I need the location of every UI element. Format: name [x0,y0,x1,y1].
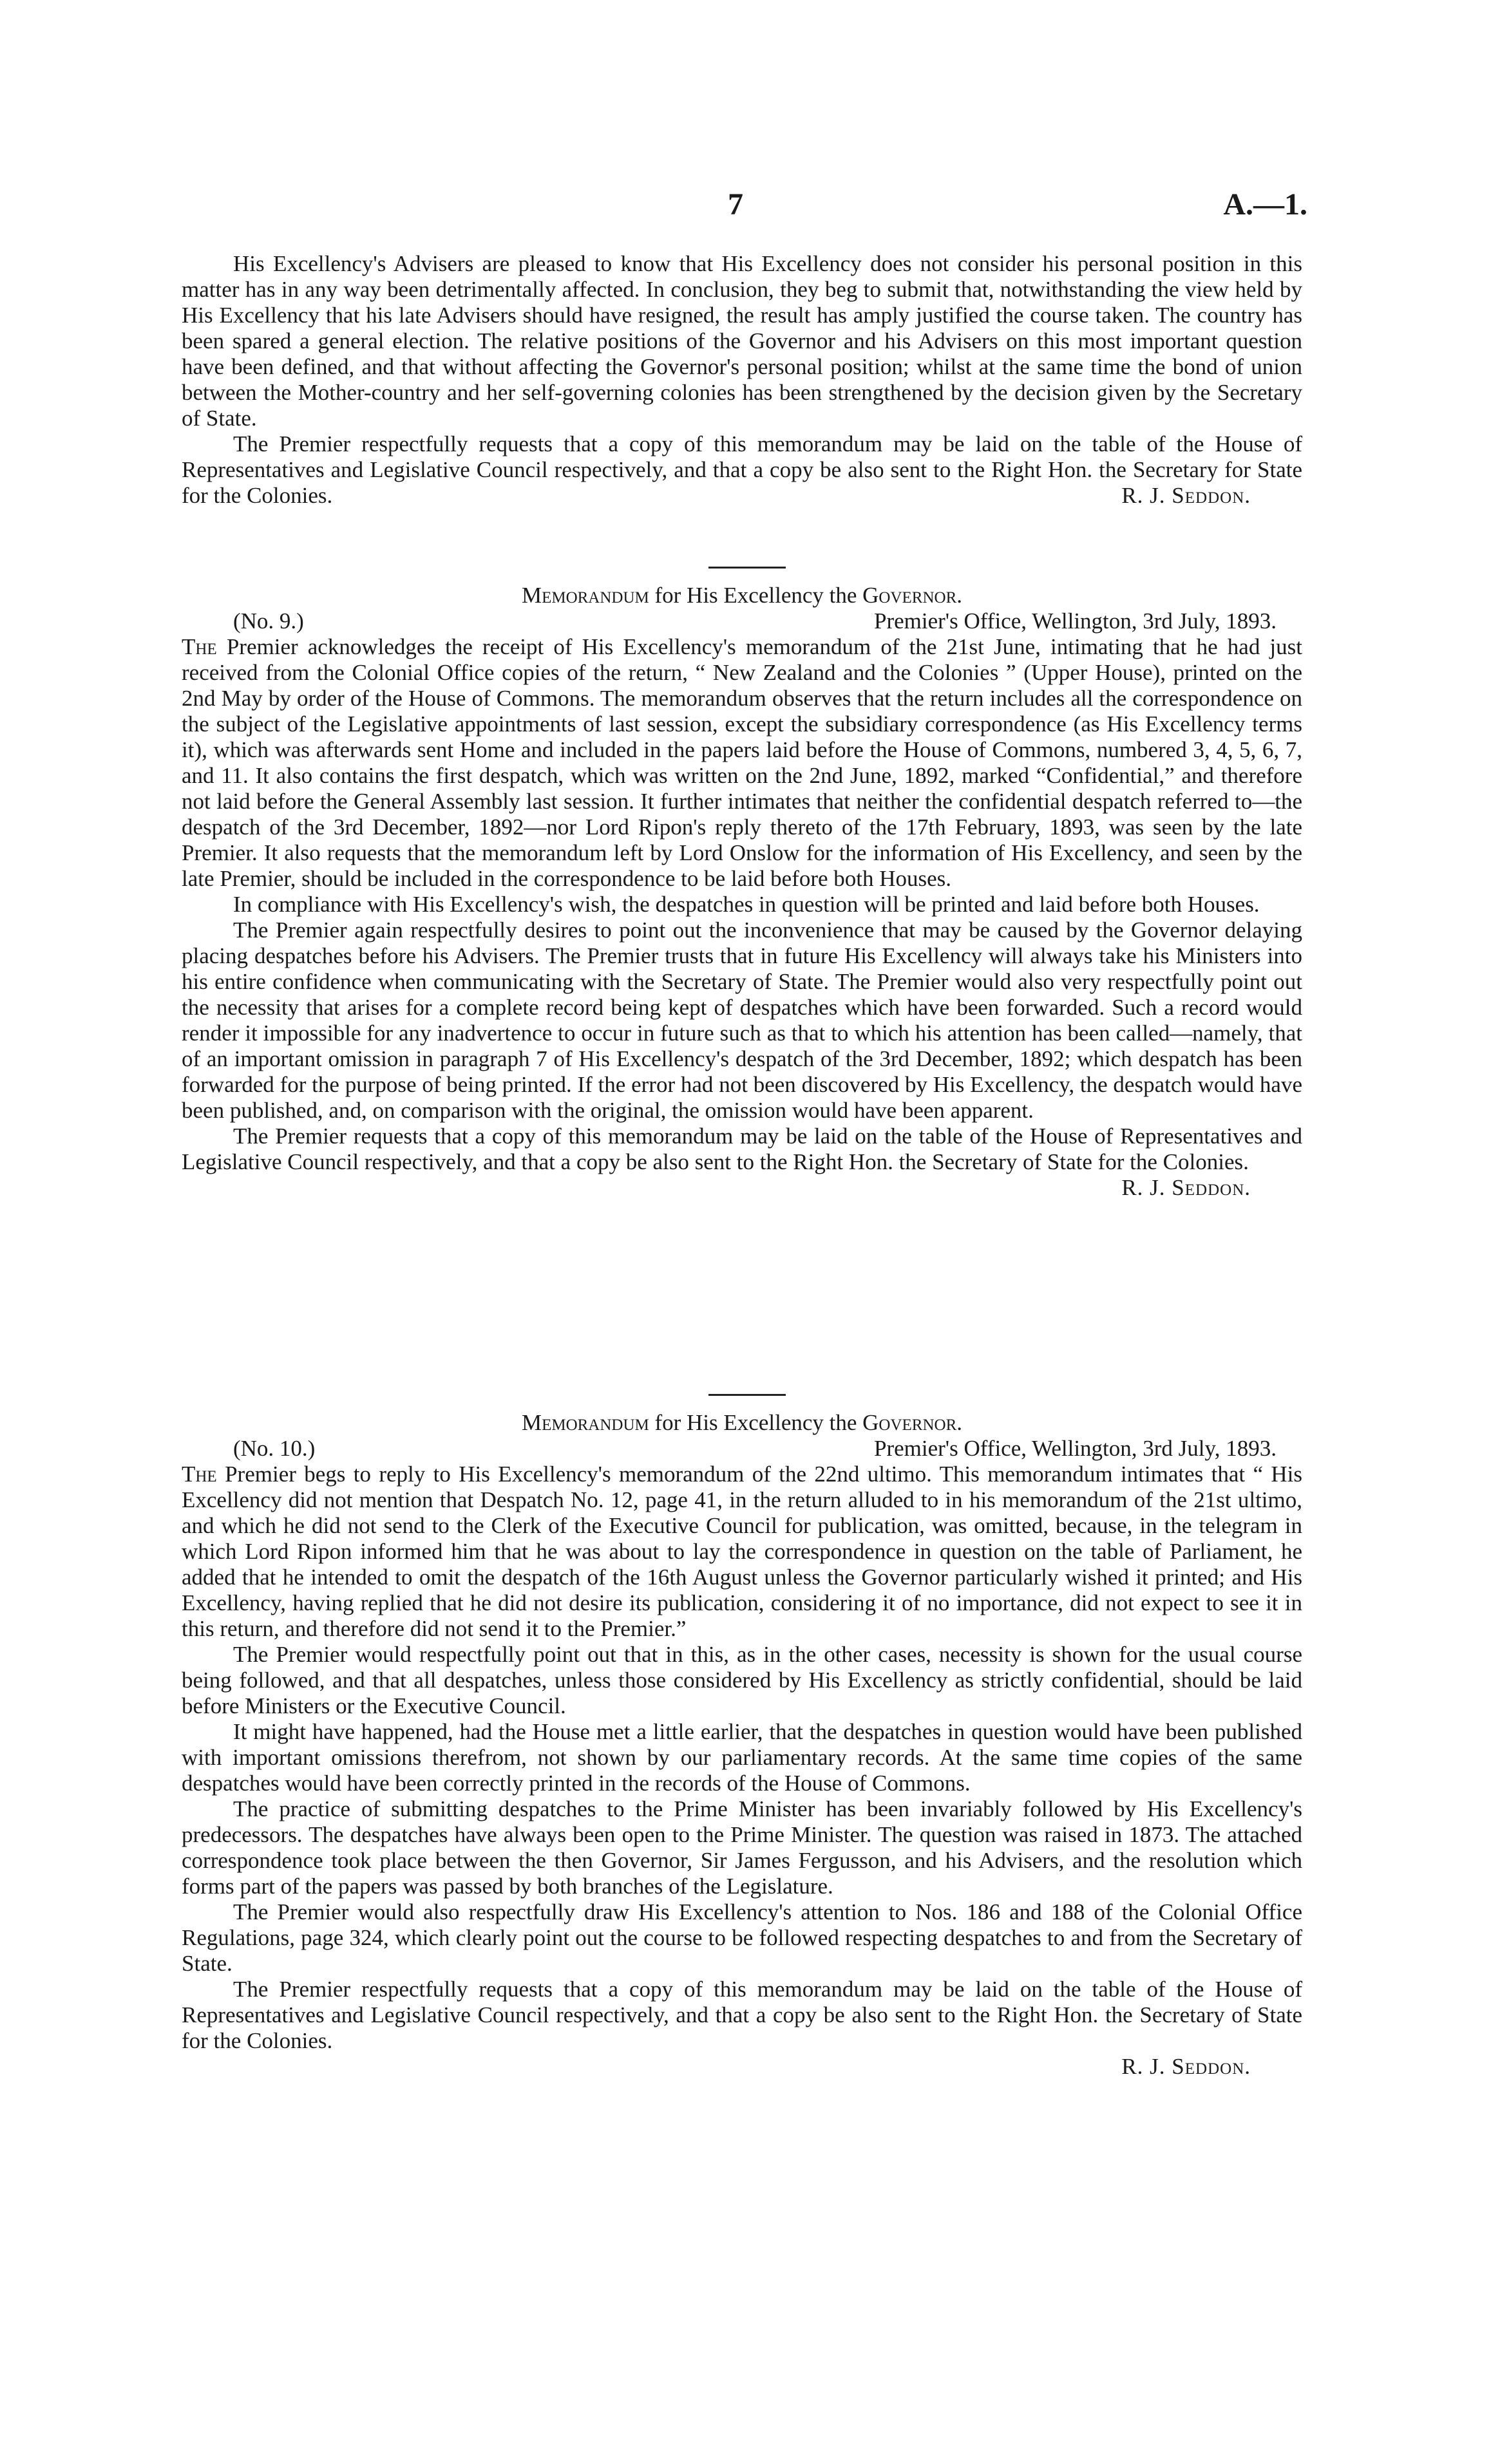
memo-heading [182,583,1302,608]
memo-dateline: Premier's Office, Wellington, 3rd July, 1893. [874,608,1277,634]
memo-heading-middle: for His Excellency the [654,1410,857,1435]
paragraph [182,431,1302,509]
memo-number: (No. 9.) [233,608,304,634]
paragraph: It might have happened, had the House met a little earlier, that the despatches in question would have been published with important omissions therefrom, not shown by our parliamentary records. At the same time copies of the same despatches would have been correctly printed in the records of the House of Commons. [182,1719,1302,1796]
paragraph: In compliance with His Excellency's wish, the despatches in question will be printed and laid before both Houses. [233,892,1260,917]
lead-word: The [182,634,217,659]
paragraph [182,1462,1302,1642]
paragraph: The Premier again respectfully desires to point out the inconvenience that may be caused by the Governor delaying placing despatches before his Advisers. The Premier trusts that in future His Excellency will always take his Ministers into his entire confidence when communicating with the Secretary of State. The Premier would also very respectfully point out the necessity that arises for a complete record being kept of despatches which have been forwarded. Such a record would render it impossible for any inadvertence to occur in future such as that to which his attention has been called—namely, that of an important omission in paragraph 7 of His Excellency's despatch of the 3rd December, 1892; which despatch has been forwarded for the purpose of being printed. If the error had not been discovered by His Excellency, the despatch would have been published, and, on comparison with the original, the omission would have been apparent. [182,917,1302,1123]
paragraph [182,1124,1302,1200]
memo-dateline: Premier's Office, Wellington, 3rd July, 1893. [874,1436,1277,1461]
paragraph: The Premier would also respectfully draw His Excellency's attention to Nos. 186 and 188 of the Colonial Office Regulations, page 324, which clearly point out the course to be followed respecting despatches to and from the Secretary of State. [182,1899,1302,1976]
paragraph: The Premier respectfully requests that a copy of this memorandum may be laid on the table of the House of Representatives and Legislative Council respectively, and that a copy be also sent to the Right Hon. the Secretary of State for the Colonies. [182,1977,1302,2053]
signature: R. J. Seddon. [1121,1175,1251,1200]
memo-refline [182,608,1302,634]
paragraph: His Excellency's Advisers are pleased to know that His Excellency does not consider his personal position in this matter has in any way been detrimentally affected. In conclusion, they beg to submit that, notwithstanding the view held by His Excellency that his late Advisers should have resigned, the result has amply justified the course taken. The country has been spared a general election. The relative positions of the Governor and his Advisers on this most important question have been defined, and that without affecting the Governor's personal position; whilst at the same time the bond of union between the Mother-country and her self-governing colonies has been strengthened by the decision given by the Secretary of State. [182,251,1302,431]
memo-heading-middle: for His Excellency the [654,583,857,608]
section-closing-memorandum [182,251,1302,509]
memo-heading-prefix: Memorandum [521,1410,649,1435]
paragraph [182,634,1302,892]
memo-heading-suffix: Governor. [862,583,963,608]
memo-heading [182,1410,1302,1436]
paragraph: The practice of submitting despatches to the Prime Minister has been invariably followed by His Excellency's predecessors. The despatches have always been open to the Prime Minister. The question was raised in 1873. The attached correspondence took place between the then Governor, Sir James Fergusson, and his Advisers, and the resolution which forms part of the papers was passed by both branches of the Legislature. [182,1796,1302,1899]
page-number: 7 [728,187,743,221]
memo-refline [182,1436,1302,1462]
memo-number: (No. 10.) [233,1436,316,1461]
paragraph-text: The Premier respectfully requests that a copy of this memorandum may be laid on the table of the House of Representatives and Legislative Council respectively, and that a copy be also sent to the Right Hon. the Secretary for State for the Colonies. [182,431,1302,508]
lead-word: The [182,1462,217,1487]
section-divider [708,1394,786,1396]
page-reference: A.—1. [1223,187,1307,221]
section-divider [708,567,786,569]
paragraph: The Premier would respectfully point out that in this, as in the other cases, necessity is shown for the usual course being followed, and that all despatches, unless those considered by His Excellency as strictly confidential, should be laid before Ministers or the Executive Council. [182,1642,1302,1718]
signature: R. J. Seddon. [1121,483,1251,508]
paragraph-text: Premier acknowledges the receipt of His Excellency's memorandum of the 21st June, intimating that he had just received from the Colonial Office copies of the return, “ New Zealand and the Colonies ” (Upper House), printed on the 2nd May by order of the House of Commons. The memorandum observes that the return includes all the correspondence on the subject of the Legislative appointments of last session, except the subsidiary correspondence (as His Excellency terms it), which was afterwards sent Home and included in the papers laid before the House of Commons, numbered 3, 4, 5, 6, 7, and 11. It also contains the first despatch, which was written on the 2nd June, 1892, marked “Confidential,” and therefore not laid before the General Assembly last session. It further intimates that neither the confidential despatch referred to—the despatch of the 3rd December, 1892—nor Lord Ripon's reply thereto of the 17th February, 1893, was seen by the late Premier. It also requests that the memorandum left by Lord Onslow for the information of His Excellency, and seen by the late Premier, should be included in the correspondence to be laid before both Houses. [182,634,1303,891]
section-memorandum-no-10 [182,1410,1302,2080]
signature: R. J. Seddon. [1121,2054,1251,2079]
memo-heading-prefix: Memorandum [521,583,649,608]
paragraph-text: The Premier requests that a copy of this memorandum may be laid on the table of the House of Representatives and Legislative Council respectively, and that a copy be also sent to the Right Hon. the Secretary of State for the Colonies. [182,1124,1302,1174]
memo-heading-suffix: Governor. [862,1410,963,1435]
paragraph-text: Premier begs to reply to His Excellency's memorandum of the 22nd ultimo. This memorandum intimates that “ His Excellency did not mention that Despatch No. 12, page 41, in the return alluded to in his memorandum of the 21st ultimo, and which he did not send to the Clerk of the Executive Council for publication, was omitted, because, in the telegram in which Lord Ripon informed him that he was about to lay the correspondence in question on the table of Parliament, he added that he intended to omit the despatch of the 16th August unless the Governor particularly wished it printed; and His Excellency, having replied that he did not desire its publication, considering it of no importance, did not expect to see it in this return, and therefore did not send it to the Premier.” [182,1462,1302,1641]
section-memorandum-no-9 [182,583,1302,1201]
